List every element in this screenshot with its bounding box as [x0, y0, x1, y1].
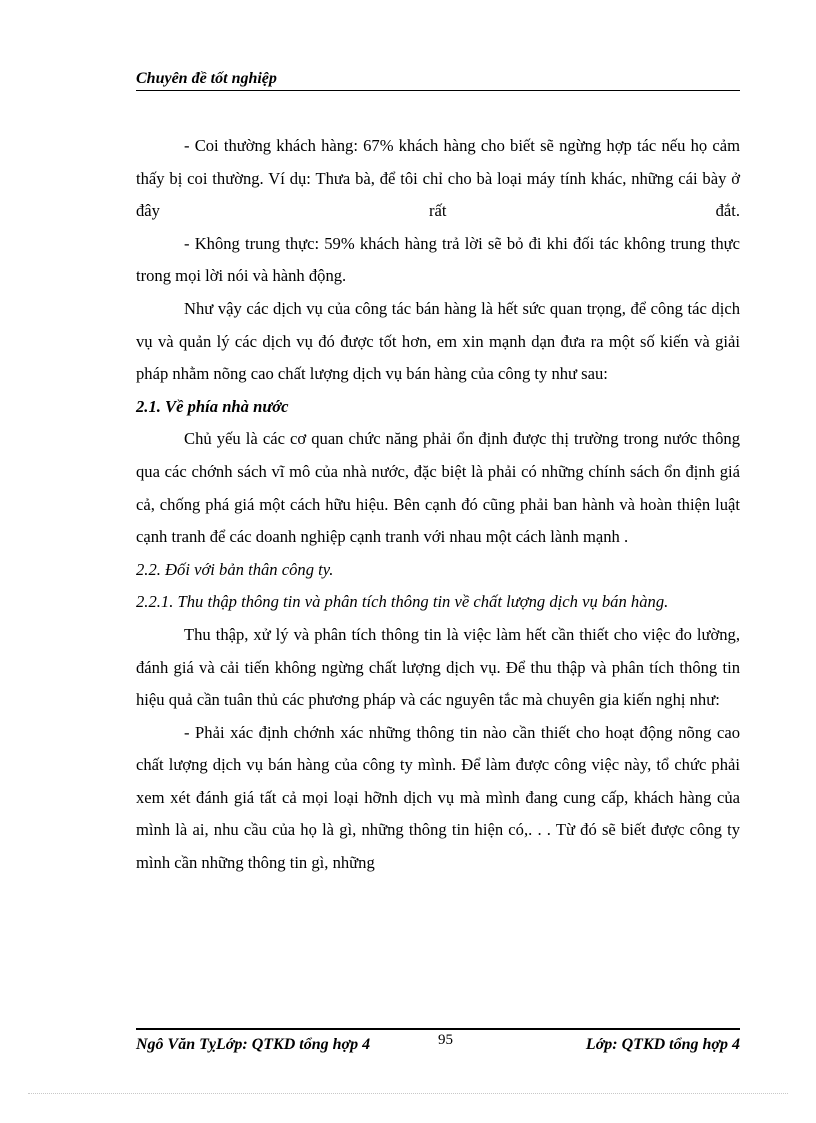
- footer-divider: [136, 1028, 740, 1030]
- section-heading-company: 2.2. Đối với bản thân công ty.: [136, 559, 334, 579]
- page-boundary: [28, 1093, 788, 1094]
- paragraph-disrespect: - Coi thường khách hàng: 67% khách hàng cho biết sẽ ngừng hợp tác nếu họ cảm thấy bị coi thường. Ví dụ: Thưa bà, để tôi chỉ cho bà loại máy tính khác, những cái bày ở đây rất đắt.: [136, 136, 740, 221]
- page-number: 95: [438, 1032, 453, 1048]
- paragraph-info: Thu thập, xử lý và phân tích thông tin là việc làm hết cần thiết cho việc đo lường, đánh giá và cải tiến không ngừng chất lượng dịch vụ. Để thu thập và phân tích thông tin hiệu quả cần tuân thủ các phương pháp và các nguyên tắc mà chuyên gia kiến nghị như:: [136, 624, 740, 710]
- page-header: Chuyên đề tốt nghiệp: [136, 70, 740, 91]
- paragraph-dishonesty: - Không trung thực: 59% khách hàng trả lời sẽ bỏ đi khi đối tác không trung thực trong mọi lời nói và hành động.: [136, 233, 740, 286]
- footer-class: Lớp: QTKD tổng hợp 4: [585, 1036, 740, 1053]
- document-body: [136, 130, 740, 880]
- footer-author: Ngô Văn TỵLớp: QTKD tổng hợp 4: [136, 1036, 371, 1053]
- section-heading-state: 2.1. Về phía nhà nước: [136, 396, 289, 416]
- page-footer: [136, 1032, 740, 1060]
- paragraph-state: Chủ yếu là các cơ quan chức năng phải ổn định được thị trường trong nước thông qua các chớnh sách vĩ mô của nhà nước, đặc biệt là phải có những chính sách ổn định giá cả, chống phá giá một cách hữu hiệu. Bên cạnh đó cũng phải ban hành và hoàn thiện luật cạnh tranh để các doanh nghiệp cạnh tranh với nhau một cách lành mạnh .: [136, 429, 740, 547]
- subsection-heading-info: 2.2.1. Thu thập thông tin và phân tích thông tin về chất lượng dịch vụ bán hàng.: [136, 592, 669, 612]
- paragraph-determine: - Phải xác định chớnh xác những thông tin nào cần thiết cho hoạt động nõng cao chất lượng dịch vụ bán hàng của công ty mình. Để làm được công việc này, tổ chức phải xem xét đánh giá tất cả mọi loại hỡnh dịch vụ mà mình đang cung cấp, khách hàng của mình là ai, nhu cầu của họ là gì, những thông tin hiện có,. . . Từ đó sẽ biết được công ty mình cần những thông tin gì, những: [136, 722, 740, 873]
- paragraph-summary: Như vậy các dịch vụ của công tác bán hàng là hết sức quan trọng, để công tác dịch vụ và quản lý các dịch vụ đó được tốt hơn, em xin mạnh dạn đưa ra một số kiến và giải pháp nhằm nõng cao chất lượng dịch vụ bán hàng của công ty như sau:: [136, 298, 740, 384]
